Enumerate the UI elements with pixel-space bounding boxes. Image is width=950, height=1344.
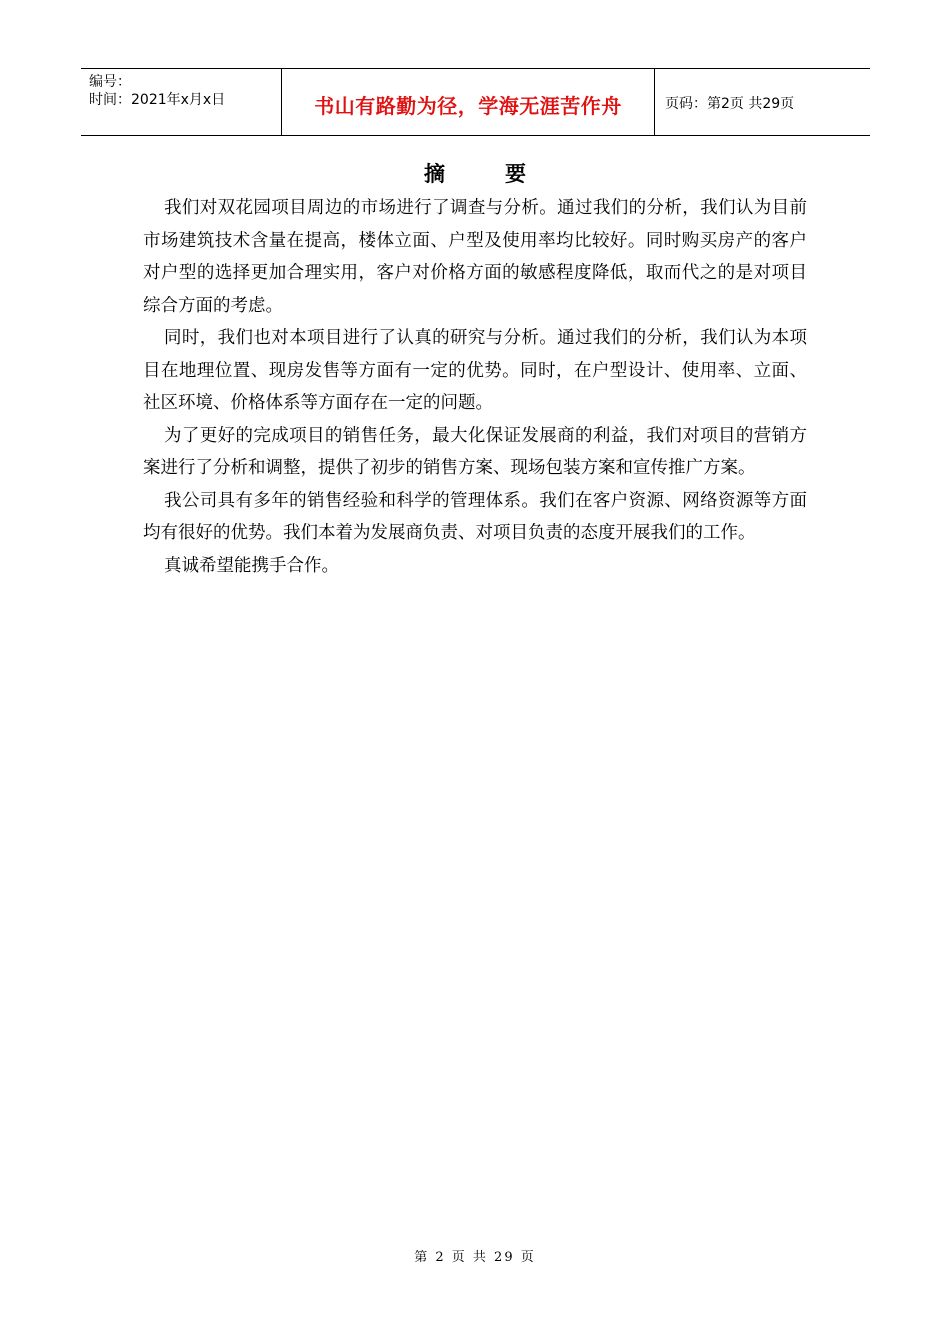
header-motto-cell (282, 69, 655, 135)
document-header (81, 68, 870, 136)
document-code-label: 编号： (89, 74, 131, 90)
page-title: 摘要 (424, 162, 586, 186)
paragraph: 我们对双花园项目周边的市场进行了调查与分析。通过我们的分析，我们认为目前市场建筑技术含量在提高，楼体立面、户型及使用率均比较好。同时购买房产的客户对户型的选择更加合理实用，客户对价格方面的敏感程度降低，取而代之的是对项目综合方面的考虑。 (143, 198, 807, 316)
paragraph: 我公司具有多年的销售经验和科学的管理体系。我们在客户资源、网络资源等方面均有很好的优势。我们本着为发展商负责、对项目负责的态度开展我们的工作。 (143, 490, 807, 543)
document-date: 时间：2021年x月x日 (89, 92, 226, 108)
header-motto: 书山有路勤为径，学海无涯苦作舟 (314, 93, 622, 118)
paragraph: 为了更好的完成项目的销售任务，最大化保证发展商的利益，我们对项目的营销方案进行了分析和调整，提供了初步的销售方案、现场包装方案和宣传推广方案。 (143, 425, 807, 478)
paragraph: 真诚希望能携手合作。 (164, 555, 339, 576)
header-page-cell (655, 69, 870, 135)
page-footer: 第 2 页 共 29 页 (414, 1250, 536, 1265)
paragraph: 同时，我们也对本项目进行了认真的研究与分析。通过我们的分析，我们认为本项目在地理位置、现房发售等方面有一定的优势。同时，在户型设计、使用率、立面、社区环境、价格体系等方面存在一定的问题。 (143, 328, 807, 413)
header-meta-cell (81, 69, 282, 135)
header-page-number: 页码：第2页 共29页 (665, 96, 795, 112)
abstract-body (143, 192, 807, 582)
